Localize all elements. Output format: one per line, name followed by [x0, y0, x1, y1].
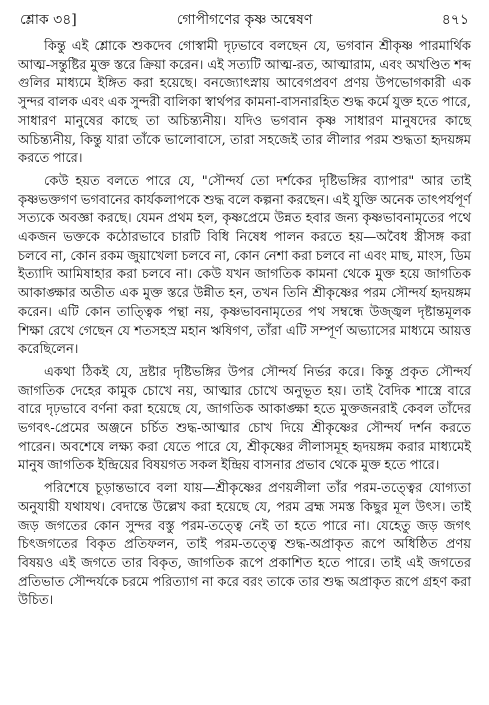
paragraph: কিন্তু এই শ্লোকে শুকদেব গোস্বামী দৃঢ়ভাবে বলছেন যে, ভগবান শ্রীকৃষ্ণ পারমার্থিক আত্ম-সন্তুষ্টির মুক্ত স্তরে ক্রিয়া করেন। এই সত্যটি আত্ম-রত, আত্মারাম, এবং অখণ্ডিত শব্দ গুলির মাধ্যমে ইঙ্গিত করা হয়েছে। বনজ্যোৎস্নায় আবেগপ্রবণ প্রণয় উপভোগকারী এক সুন্দর বালক এবং এক সুন্দরী বালিকা স্বার্থপর কামনা-বাসনারহিত শুদ্ধ কর্মে যুক্ত হতে পারে, সাধারণ মানুষের কাছে তা অচিন্ত্যনীয়। যদিও ভগবান কৃষ্ণ সাধারণ মানুষদের কাছে অচিন্ত্যনীয়, কিন্তু যারা তাঁকে ভালোবাসে, তারা সহজেই তার লীলার পরম শুদ্ধতা হৃদয়ঙ্গম করতে পারে।	[18, 39, 471, 167]
running-header	[18, 10, 471, 36]
paragraph: পরিশেষে চূড়ান্তভাবে বলা যায়—শ্রীকৃষ্ণের প্রণয়লীলা তাঁর পরম-তত্ত্বের যোগ্যতা অনুযায়ী যথাযথ। বেদান্তে উল্লেখ করা হয়েছে যে, পরম ব্রহ্ম সমস্ত কিছুর মূল উৎস। তাই জড় জগতের কোন সুন্দর বস্তু পরম-তত্ত্বে নেই তা হতে পারে না। যেহেতু জড় জগৎ চিৎজগতের বিকৃত প্রতিফলন, তাই পরম-তত্ত্বে শুদ্ধ-অপ্রাকৃত রূপে অধিষ্ঠিত প্রণয় বিষয়ও এই জগতে তার বিকৃত, জাগতিক রূপে প্রকাশিত হতে পারে। তাই এই জগতের প্রতিভাত সৌন্দর্যকে চরমে পরিত্যাগ না করে বরং তাকে তার শুদ্ধ অপ্রাকৃত রূপে গ্রহণ করা উচিত।	[18, 481, 471, 609]
paragraph: কেউ হয়ত বলতে পারে যে, "সৌন্দর্য তো দর্শকের দৃষ্টিভঙ্গির ব্যাপার" আর তাই কৃষ্ণভক্তগণ ভগবানের কার্যকলাপকে শুদ্ধ বলে কল্পনা করছেন। এই যুক্তি অনেক তাৎপর্যপূর্ণ সত্যকে অবজ্ঞা করছে। যেমন প্রথম হল, কৃষ্ণপ্রেমে উন্নত হবার জন্য কৃষ্ণভাবনামৃতের পথে একজন ভক্তকে কঠোরভাবে চারটি বিধি নিষেধ পালন করতে হয়—অবৈধ স্ত্রীসঙ্গ করা চলবে না, কোন রকম জুয়াখেলা চলবে না, কোন নেশা করা চলবে না এবং মাছ, মাংস, ডিম ইত্যাদি আমিষাহার করা চলবে না। কেউ যখন জাগতিক কামনা থেকে মুক্ত হয়ে জাগতিক আকাঙ্ক্ষার অতীত এক মুক্ত স্তরে উন্নীত হন, তখন তিনি শ্রীকৃষ্ণের পরম সৌন্দর্য হৃদয়ঙ্গম করেন। এটি কোন তাত্ত্বিক পন্থা নয়, কৃষ্ণভাবনামৃতের পথ সম্বন্ধে উজ্জ্বল দৃষ্টান্তমূলক শিক্ষা রেখে গেছেন যে শতসহস্র মহান ঋষিগণ, তাঁরা এটি সম্পূর্ণ অভ্যাসের মাধ্যমে আয়ত্ত করেছিলেন।	[18, 173, 471, 358]
page-number: ৪৭১	[441, 12, 469, 28]
paragraph: একথা ঠিকই যে, দ্রষ্টার দৃষ্টিভঙ্গির উপর সৌন্দর্য নির্ভর করে। কিন্তু প্রকৃত সৌন্দর্য জাগতিক দেহের কামুক চোখে নয়, আত্মার চোখে অনুভূত হয়। তাই বৈদিক শাস্ত্রে বারে বারে দৃঢ়ভাবে বর্ণনা করা হয়েছে যে, জাগতিক আকাঙ্ক্ষা হতে মুক্তজনরাই কেবল তাঁদের ভগবৎ-প্রেমের অঞ্জনে চর্চিত শুদ্ধ-আত্মার চোখ দিয়ে শ্রীকৃষ্ণের সৌন্দর্য দর্শন করতে পারেন। অবশেষে লক্ষ্য করা যেতে পারে যে, শ্রীকৃষ্ণের লীলাসমূহ হৃদয়ঙ্গম করার মাধ্যমেই মানুষ জাগতিক ইন্দ্রিয়ের বিষয়গত সকল ইন্দ্রিয় বাসনার প্রভাব থেকে মুক্ত হতে পারে।	[18, 364, 471, 474]
verse-reference: শ্লোক ৩৪]	[20, 12, 77, 28]
chapter-title: গোপীগণের কৃষ্ণ অন্বেষণ	[176, 12, 313, 28]
